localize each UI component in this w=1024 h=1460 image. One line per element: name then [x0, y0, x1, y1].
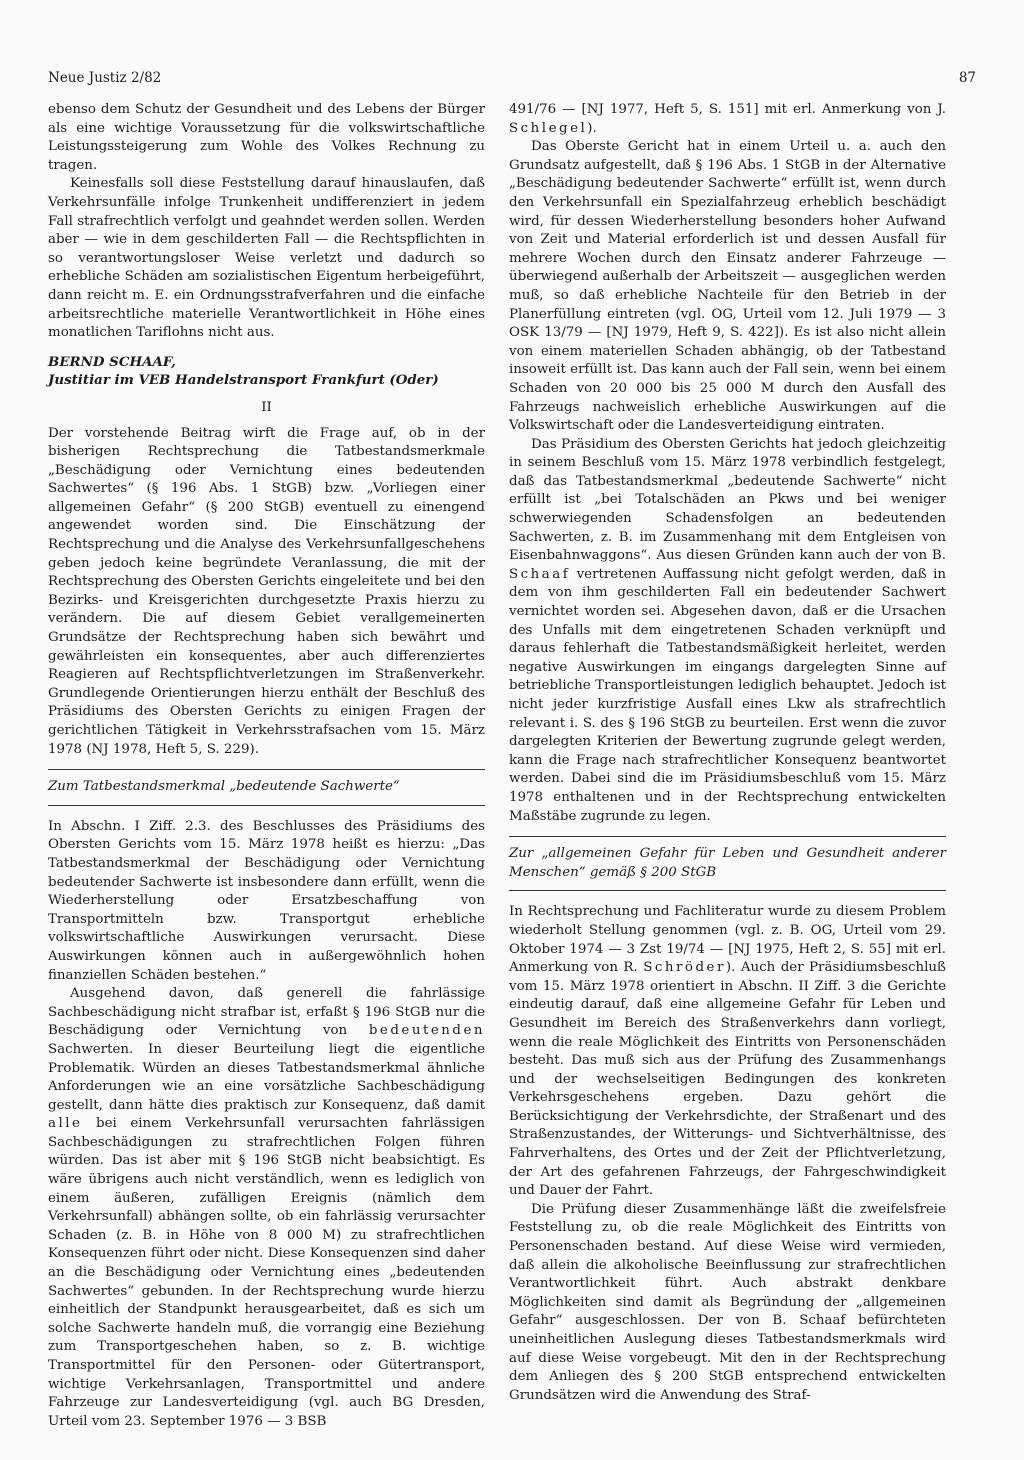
paragraph: Keinesfalls soll diese Feststellung darauf hinauslaufen, daß Verkehrsunfälle infolge Trunkenheit undifferenziert in jedem Fall strafrechtlich verfolgt und geahndet werden sollen. Werden aber — wie in dem geschilderten Fall — die Rechtspflichten in so verantwortungsloser Weise verletzt und dadurch so erhebliche Schäden am sozialistischen Eigentum herbeigeführt, dann reicht m. E. ein Ordnungsstrafverfahren und die einfache arbeitsrechtliche materielle Verantwortlichkeit in Höhe eines monatlichen Tariflohns nicht aus. — [48, 176, 485, 341]
section-heading: Zur „allgemeinen Gefahr für Leben und Gesundheit anderer Menschen“ gemäß § 200 StGB — [509, 846, 946, 880]
spaced-emphasis: Schlegel — [509, 120, 588, 136]
spaced-emphasis: Schaaf — [509, 566, 571, 582]
paragraph: Ausgehend davon, daß generell die fahrlässige Sachbeschädigung nicht strafbar ist, erfaßt § 196 StGB nur die Beschädigung oder Vernichtung von bedeutenden Sachwerten. In dieser Beurteilung liegt die eigentliche Problematik. Würden an dieses Tatbestandsmerkmal ähnliche Anforderungen wie an eine vorsätzliche Sachbeschädigung gestellt, dann hätte dies praktisch zur Konsequenz, daß damit alle bei einem Verkehrsunfall verursachten fahrlässigen Sachbeschädigungen zu strafrechtlichen Folgen führen würden. Das ist aber mit § 196 StGB nicht beabsichtigt. Es wäre übrigens auch nicht verständlich, wenn es lediglich von einem äußeren, zufälligen Ereignis (nämlich dem Verkehrsunfall) abhängen sollte, ob ein fahrlässig verursachter Schaden (z. B. in Höhe von 8 000 M) zu strafrechtlichen Konsequenzen führt oder nicht. Diese Konsequenzen sind daher an die Beschädigung oder Vernichtung eines „bedeutenden Sachwertes“ gebunden. In der Rechtsprechung wurde hierzu einheitlich der Standpunkt herausgearbeitet, daß es sich um solche Sachwerte handeln muß, die vorrangig eine Beziehung zum Transportgeschehen haben, so z. B. wichtige Transportmittel für den Personen- oder Gütertransport, wichtige Verkehrsanlagen, Transportmittel und andere Fahrzeuge zur Landesverteidigung (vgl. auch BG Dresden, Urteil vom 23. September 1976 — 3 BSB — [48, 986, 485, 1429]
paragraph: 491/76 — [NJ 1977, Heft 5, S. 151] mit erl. Anmerkung von J. Schlegel). — [509, 102, 946, 136]
paragraph: Das Präsidium des Obersten Gerichts hat jedoch gleichzeitig in seinem Beschluß vom 15. März 1978 verbindlich festgelegt, daß das Tatbestandsmerkmal „bedeutende Sachwerte“ nicht erfüllt ist „bei Totalschäden an Pkws und bei weniger schwerwiegenden Schadensfolgen an bedeutenden Sachwerten, z. B. im Zusammenhang mit dem Entgleisen von Eisenbahnwaggons“. Aus diesen Gründen kann auch der von B. Schaaf vertretenen Auffassung nicht gefolgt werden, daß in dem von ihm geschilderten Fall ein bedeutender Sachwert vernichtet worden sei. Abgesehen davon, daß er die Ursachen des Unfalls mit dem eingetretenen Schaden verknüpft und daraus fehlerhaft die Tatbestandsmäßigkeit herleitet, werden negative Auswirkungen im eingangs dargelegten Sinne auf betriebliche Transportleistungen lediglich behauptet. Jedoch ist nicht jeder kurzfristige Ausfall eines Lkw als strafrechtlich relevant i. S. des § 196 StGB zu beurteilen. Erst wenn die zuvor dargelegten Kriterien der Bewertung zugrunde gelegt werden, kann die Frage nach strafrechtlicher Konsequenz beantwortet werden. Dabei sind die im Präsidiumsbeschluß vom 15. März 1978 enthaltenen und in der Rechtsprechung entwickelten Maßstäbe zugrunde zu legen. — [509, 436, 946, 824]
spaced-emphasis: alle — [48, 1116, 83, 1132]
section-rule — [509, 836, 946, 837]
paragraph: Der vorstehende Beitrag wirft die Frage auf, ob in der bisherigen Rechtsprechung die Tatbestandsmerkmale „Beschädigung oder Vernichtung eines bedeutenden Sachwertes“ (§ 196 Abs. 1 StGB) bzw. „Vorliegen einer allgemeinen Gefahr“ (§ 200 StGB) eventuell zu einengend angewendet worden sind. Die Einschätzung der Rechtsprechung und die Analyse des Verkehrsunfallgeschehens geben jedoch keine begründete Veranlassung, die mit der Rechtsprechung des Obersten Gerichts eingeleitete und bei den Bezirks- und Kreisgerichten durchgesetzte Praxis hierzu zu verändern. Die auf diesem Gebiet verallgemeinerten Grundsätze der Rechtsprechung haben sich bewährt und gewährleisten ein konsequentes, aber auch differenziertes Reagieren auf Rechtspflichtverletzungen im Straßenverkehr. Grundlegende Orientierungen hierzu enthält der Beschluß des Präsidiums des Obersten Gerichts zu einigen Fragen der gerichtlichen Tätigkeit in Verkehrsstrafsachen vom 15. März 1978 (NJ 1978, Heft 5, S. 229). — [48, 425, 485, 757]
spaced-emphasis: bedeutenden — [368, 1023, 485, 1039]
section-numeral: II — [261, 399, 272, 415]
paragraph: Die Prüfung dieser Zusammenhänge läßt die zweifelsfreie Feststellung zu, ob die reale Möglichkeit des Eintritts von Personenschaden bestand. Auf diese Weise wird vermieden, daß allein die alkoholische Beeinflussung zur strafrechtlichen Verantwortlichkeit führt. Auch abstrakt denkbare Möglichkeiten sind damit als Begründung der „allgemeinen Gefahr“ ausgeschlossen. Der von B. Schaaf befürchteten uneinheitlichen Auslegung dieses Tatbestandsmerkmals wird auf diese Weise vorgebeugt. Mit den in der Rechtsprechung dem Anliegen des § 200 StGB entsprechend entwickelten Grundsätzen wird die Anwendung des Straf- — [509, 1201, 946, 1403]
paragraph: In Abschn. I Ziff. 2.3. des Beschlusses des Präsidiums des Obersten Gerichts vom 15. März 1978 heißt es hierzu: „Das Tatbestandsmerkmal der Beschädigung oder Vernichtung bedeutender Sachwerte ist insbesondere dann erfüllt, wenn die Wiederherstellung oder Ersatzbeschaffung von Transportmitteln bzw. Transportgut erhebliche volkswirtschaftliche Auswirkungen verursacht. Diese Auswirkungen können auch in außergewöhnlich hohen finanziellen Schäden bestehen.“ — [48, 818, 485, 983]
paragraph: ebenso dem Schutz der Gesundheit und des Lebens der Bürger als eine wichtige Voraussetzung für die volkswirtschaftliche Leistungssteigerung zum Wohle des Volkes Rechnung zu tragen. — [48, 102, 485, 173]
paragraph: Das Oberste Gericht hat in einem Urteil u. a. auch den Grundsatz aufgestellt, daß § 196 Abs. 1 StGB in der Alternative „Beschädigung bedeutender Sachwerte“ erfüllt ist, wenn durch den Verkehrsunfall ein Spezialfahrzeug erheblich beschädigt wird, für dessen Wiederherstellung besonders hoher Aufwand von Zeit und Material erforderlich ist und dessen Ausfall für mehrere Wochen durch den Einsatz anderer Fahrzeuge — überwiegend außerhalb der Arbeitszeit — ausgeglichen werden muß, so daß erhebliche Nachteile für den Betrieb in der Planerfüllung eintreten (vgl. OG, Urteil vom 12. Juli 1979 — 3 OSK 13/79 — [NJ 1979, Heft 9, S. 422]). Es ist also nicht allein von einem materiellen Schaden abhängig, ob der Tatbestand insoweit erfüllt ist. Das kann auch der Fall sein, wenn bei einem Schaden von 20 000 bis 25 000 M durch den Ausfall des Fahrzeugs nachweislich erhebliche Auswirkungen auf die Volkswirtschaft oder die Landesverteidigung eintraten. — [509, 139, 946, 434]
author-name: BERND SCHAAF, — [48, 353, 176, 370]
left-column — [48, 101, 485, 1431]
paragraph: In Rechtsprechung und Fachliteratur wurde zu diesem Problem wiederholt Stellung genommen (vgl. z. B. OG, Urteil vom 29. Oktober 1974 — 3 Zst 19/74 — [NJ 1975, Heft 2, S. 55] mit erl. Anmerkung von R. Schröder). Auch der Präsidiumsbeschluß vom 15. März 1978 orientiert in Abschn. II Ziff. 3 die Gerichte eindeutig darauf, daß eine allgemeine Gefahr für Leben und Gesundheit im Bereich des Straßenverkehrs dann vorliegt, wenn die reale Möglichkeit des Eintritts von Personenschäden besteht. Das muß sich aus der Prüfung des Zusammenhangs und der wechselseitigen Bedingungen des konkreten Verkehrsgeschehens ergeben. Dazu gehört die Berücksichtigung der Verkehrsdichte, der Straßenart und des Straßenzustandes, der Witterungs- und Sichtverhältnisse, des Fahrverhaltens, des Ortes und der Zeit der Pflichtverletzung, der Art des gefahrenen Fahrzeugs, der Fahrgeschwindigkeit und Dauer der Fahrt. — [509, 904, 946, 1199]
spaced-emphasis: Schröder — [643, 960, 726, 976]
author-role: Justitiar im VEB Handelstransport Frankfurt (Oder) — [48, 372, 439, 389]
section-heading: Zum Tatbestandsmerkmal „bedeutende Sachwerte“ — [48, 779, 400, 795]
journal-issue: Neue Justiz 2/82 — [48, 70, 162, 86]
page-header — [48, 70, 976, 90]
page-number: 87 — [958, 70, 976, 86]
author-signature — [48, 353, 485, 390]
right-column — [509, 101, 946, 1405]
section-rule — [48, 769, 485, 770]
